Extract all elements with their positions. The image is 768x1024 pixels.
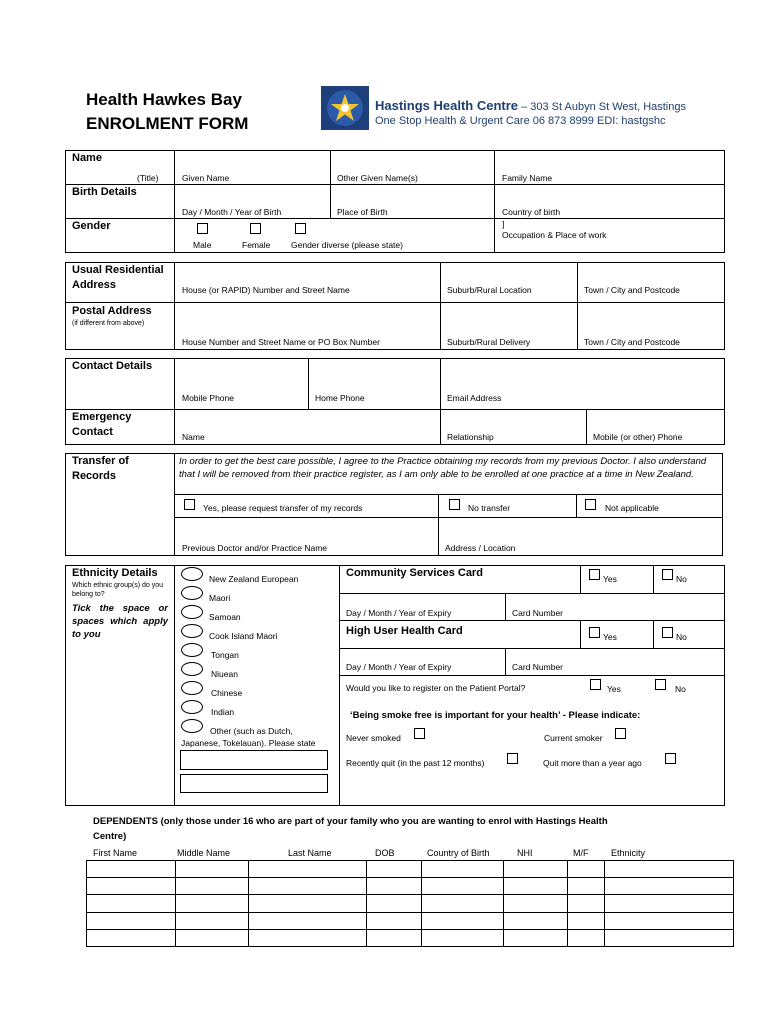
transfer-no-label: No transfer	[468, 503, 511, 513]
csc-no-label: No	[676, 574, 687, 584]
table-row	[86, 877, 733, 878]
never-smoked-checkbox[interactable]	[414, 728, 425, 739]
centre-contact-line: One Stop Health & Urgent Care 06 873 8999 EDI: hastgshc	[375, 115, 666, 127]
transfer-consent-text: In order to get the best care possible, I agree to the Practice obtaining my records from my previous Doctor. I also understand that I will be removed from their practice register, as I am only able to be enrolled at one practice at a time in New Zealand.	[179, 456, 707, 480]
table-row	[86, 929, 733, 930]
postal-house-label: House Number and Street Name or PO Box Number	[182, 337, 380, 347]
ethnicity-option-label: Samoan	[209, 612, 241, 622]
ethnicity-option-label: Maori	[209, 593, 231, 603]
ethnicity-label: Ethnicity Details	[72, 567, 158, 579]
dependents-col-header: Middle Name	[177, 848, 231, 858]
gender-diverse-label: Gender diverse (please state)	[291, 240, 403, 250]
current-smoker-checkbox[interactable]	[615, 728, 626, 739]
huhc-no-label: No	[676, 632, 687, 642]
address-location-label: Address / Location	[445, 543, 516, 553]
ethnicity-option-label: New Zealand European	[209, 574, 299, 584]
ethnicity-option-label: Indian	[211, 707, 235, 717]
home-phone-label: Home Phone	[315, 393, 365, 403]
relationship-label: Relationship	[447, 432, 494, 442]
ethnicity-option-label: Tongan	[211, 650, 239, 660]
quit-year-label: Quit more than a year ago	[543, 758, 642, 768]
birth-details-label: Birth Details	[72, 186, 137, 198]
emergency-contact-label-1: Emergency	[72, 411, 132, 423]
emergency-name-label: Name	[182, 432, 205, 442]
table-row	[86, 894, 733, 895]
dependents-col-header: Ethnicity	[611, 848, 646, 858]
male-label: Male	[193, 240, 212, 250]
ethnicity-option-radio[interactable]	[181, 700, 203, 714]
dependents-col-header: First Name	[93, 848, 138, 858]
transfer-yes-checkbox[interactable]	[184, 499, 195, 510]
postal-town-label: Town / City and Postcode	[584, 337, 680, 347]
form-title: ENROLMENT FORM	[86, 114, 249, 133]
ethnicity-option-label: Niuean	[211, 669, 238, 679]
ethnicity-option-radio[interactable]	[181, 681, 203, 695]
csc-label: Community Services Card	[346, 567, 483, 579]
gender-male-checkbox[interactable]	[197, 223, 208, 234]
huhc-card-number-label: Card Number	[512, 662, 564, 672]
email-address-label: Email Address	[447, 393, 502, 403]
current-smoker-label: Current smoker	[544, 733, 603, 743]
form-title-org: Health Hawkes Bay	[86, 90, 242, 109]
ethnicity-option-radio[interactable]	[181, 662, 203, 676]
transfer-label-1: Transfer of	[72, 455, 129, 467]
mobile-other-label: Mobile (or other) Phone	[593, 432, 683, 442]
emergency-contact-label-2: Contact	[72, 426, 113, 438]
portal-no-checkbox[interactable]	[655, 679, 666, 690]
dependents-col-header: Country of Birth	[427, 848, 490, 858]
family-name-label: Family Name	[502, 173, 553, 183]
ethnicity-option-radio[interactable]	[181, 624, 203, 638]
centre-address: – 303 St Aubyn St West, Hastings	[518, 101, 686, 113]
dependents-col-header: Last Name	[288, 848, 332, 858]
town-label: Town / City and Postcode	[584, 285, 680, 295]
ethnicity-other-label-1: Other (such as Dutch,	[210, 726, 293, 736]
ethnicity-other-input-1[interactable]	[180, 750, 328, 770]
never-smoked-label: Never smoked	[346, 733, 401, 743]
hastings-logo-icon	[321, 86, 369, 130]
transfer-no-checkbox[interactable]	[449, 499, 460, 510]
csc-expiry-label: Day / Month / Year of Expiry	[346, 608, 452, 618]
given-name-label: Given Name	[182, 173, 230, 183]
postal-address-label: Postal Address	[72, 305, 152, 317]
dependents-table	[86, 860, 734, 947]
transfer-na-label: Not applicable	[605, 503, 659, 513]
mobile-phone-label: Mobile Phone	[182, 393, 234, 403]
dependents-title-cont: Centre)	[93, 831, 127, 842]
centre-name: Hastings Health Centre	[375, 98, 519, 113]
dependents-col-header: DOB	[375, 848, 395, 858]
previous-doctor-label: Previous Doctor and/or Practice Name	[182, 543, 328, 553]
smoke-free-prompt: ‘Being smoke free is important for your health’ - Please indicate:	[350, 710, 641, 721]
ethnicity-instruction: Tick the space or spaces which apply to you	[72, 603, 168, 640]
ethnicity-option-radio[interactable]	[181, 605, 203, 619]
dependents-col-header: NHI	[517, 848, 533, 858]
huhc-expiry-label: Day / Month / Year of Expiry	[346, 662, 452, 672]
ethnicity-option-label: Cook Island Maori	[209, 631, 278, 641]
csc-yes-checkbox[interactable]	[589, 569, 600, 580]
huhc-label: High User Health Card	[346, 625, 463, 637]
table-row	[86, 912, 733, 913]
ethnicity-question: Which ethnic group(s) do you belong to?	[72, 582, 164, 598]
house-number-label: House (or RAPID) Number and Street Name	[182, 285, 350, 295]
gender-label: Gender	[72, 220, 111, 232]
ethnicity-other-label-2: Japanese, Tokelauan). Please state	[181, 738, 316, 748]
transfer-yes-label: Yes, please request transfer of my records	[203, 503, 363, 513]
csc-no-checkbox[interactable]	[662, 569, 673, 580]
gender-female-checkbox[interactable]	[250, 223, 261, 234]
ethnicity-option-radio[interactable]	[181, 567, 203, 581]
usual-address-label-2: Address	[72, 279, 117, 291]
gender-diverse-checkbox[interactable]	[295, 223, 306, 234]
postal-note: (if different from above)	[72, 320, 145, 327]
transfer-na-checkbox[interactable]	[585, 499, 596, 510]
bracket-mark: ]	[502, 219, 505, 229]
csc-card-number-label: Card Number	[512, 608, 564, 618]
country-of-birth-label: Country of birth	[502, 207, 561, 217]
title-field-label: (Title)	[137, 173, 159, 183]
ethnicity-option-label: Chinese	[211, 688, 243, 698]
other-given-name-label: Other Given Name(s)	[337, 173, 418, 183]
female-label: Female	[242, 240, 271, 250]
place-of-birth-label: Place of Birth	[337, 207, 388, 217]
dependents-col-header: M/F	[573, 848, 589, 858]
huhc-yes-checkbox[interactable]	[589, 627, 600, 638]
postal-suburb-label: Suburb/Rural Delivery	[447, 337, 531, 347]
ethnicity-option-radio[interactable]	[181, 586, 203, 600]
portal-no-label: No	[675, 684, 686, 694]
ethnicity-option-radio[interactable]	[181, 643, 203, 657]
transfer-label-2: Records	[72, 470, 117, 482]
recently-quit-label: Recently quit (in the past 12 months)	[346, 758, 485, 768]
name-label: Name	[72, 152, 102, 164]
portal-question: Would you like to register on the Patient Portal?	[346, 683, 526, 693]
centre-heading	[375, 97, 686, 115]
recently-quit-checkbox[interactable]	[507, 753, 518, 764]
personal-details-table	[65, 150, 725, 253]
ethnicity-other-input-2[interactable]	[180, 774, 328, 793]
csc-yes-label: Yes	[603, 574, 617, 584]
portal-yes-label: Yes	[607, 684, 621, 694]
dob-label: Day / Month / Year of Birth	[182, 207, 282, 217]
dependents-title: DEPENDENTS (only those under 16 who are part of your family who you are wanting to enrol with Hastings Health	[93, 816, 608, 827]
occupation-label: Occupation & Place of work	[502, 230, 607, 240]
portal-yes-checkbox[interactable]	[590, 679, 601, 690]
contact-details-label: Contact Details	[72, 360, 153, 372]
ethnicity-other-radio[interactable]	[181, 719, 203, 733]
quit-year-checkbox[interactable]	[665, 753, 676, 764]
huhc-yes-label: Yes	[603, 632, 617, 642]
usual-address-label-1: Usual Residential	[72, 264, 164, 276]
huhc-no-checkbox[interactable]	[662, 627, 673, 638]
suburb-label: Suburb/Rural Location	[447, 285, 532, 295]
